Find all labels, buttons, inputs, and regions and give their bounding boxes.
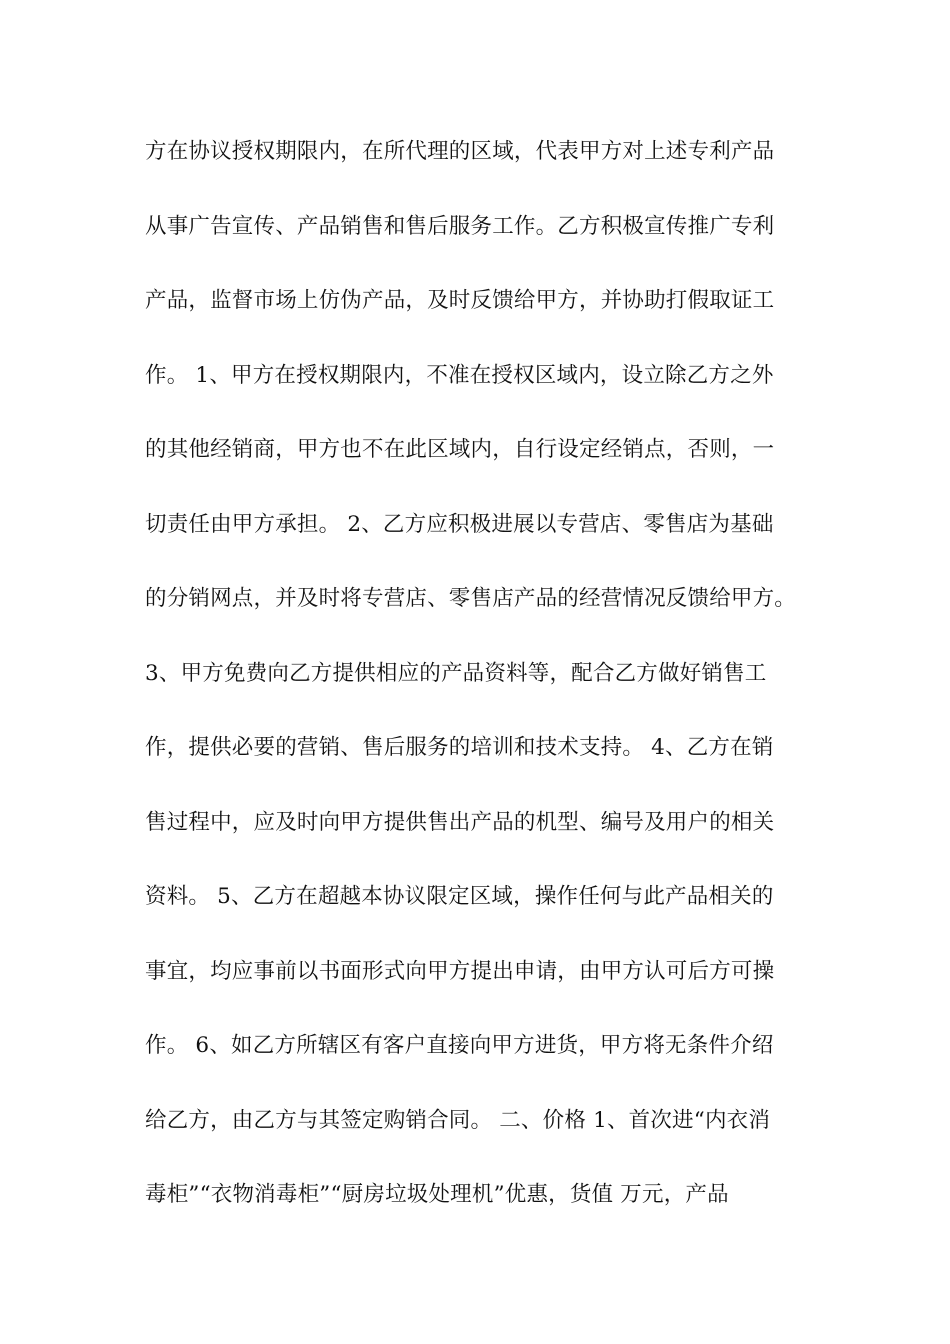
text-line: 切责任由甲方承担。 2、乙方应积极进展以专营店、零售店为基础 <box>145 511 774 537</box>
text-line: 产品，监督市场上仿伪产品，及时反馈给甲方，并协助打假取证工 <box>145 288 775 313</box>
text-line: 的其他经销商，甲方也不在此区域内，自行设定经销点，否则，一 <box>145 437 775 462</box>
text-line: 方在协议授权期限内，在所代理的区域，代表甲方对上述专利产品 <box>145 139 775 164</box>
body-text <box>145 130 805 1248</box>
text-line: 给乙方，由乙方与其签定购销合同。 二、价格 1、首次进“内衣消 <box>145 1107 771 1133</box>
text-line: 的分销网点，并及时将专营店、零售店产品的经营情况反馈给甲方。 <box>145 586 797 611</box>
text-line: 作。 1、甲方在授权期限内，不准在授权区域内，设立除乙方之外 <box>145 362 774 388</box>
text-line: 毒柜”“衣物消毒柜”“厨房垃圾处理机”优惠，货值 万元，产品 <box>145 1182 729 1207</box>
text-line: 从事广告宣传、产品销售和售后服务工作。乙方积极宣传推广专利 <box>145 213 775 239</box>
text-line: 3、甲方免费向乙方提供相应的产品资料等，配合乙方做好销售工 <box>145 660 767 686</box>
text-line: 作。 6、如乙方所辖区有客户直接向甲方进货，甲方将无条件介绍 <box>145 1033 774 1058</box>
text-line: 作，提供必要的营销、售后服务的培训和技术支持。 4、乙方在销 <box>145 735 774 760</box>
text-line: 售过程中，应及时向甲方提供售出产品的机型、编号及用户的相关 <box>145 809 775 835</box>
text-line: 事宜，均应事前以书面形式向甲方提出申请，由甲方认可后方可操 <box>145 958 775 984</box>
text-line: 资料。 5、乙方在超越本协议限定区域，操作任何与此产品相关的 <box>145 884 774 909</box>
